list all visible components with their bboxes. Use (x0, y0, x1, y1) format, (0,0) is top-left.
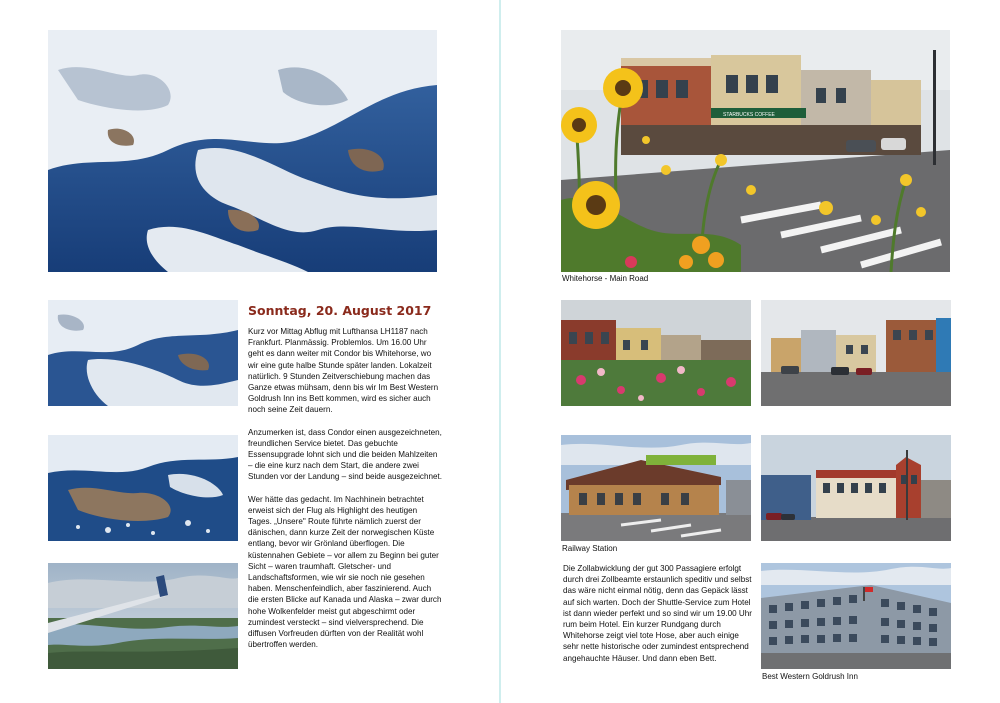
caption-main-road: Whitehorse - Main Road (562, 274, 649, 283)
airplane-wing-photo (48, 563, 238, 669)
caption-railway-station: Railway Station (562, 544, 618, 553)
paragraph-1: Kurz vor Mittag Abflug mit Lufthansa LH1187 nach Frankfurt. Planmässig. Problemlos. Um 16.00 Uhr geht es dann weiter mit Condor bis Whitehorse, wo wir eine gute halbe Stunde später landen. Lokalzeit natürlich. 9 Stunden Zeitverschiebung machen das Ganze etwas mühsam, denn bis wir Im Best Western Goldrush Inn ins Bett kommen, wird es sicher auch noch seine Zeit dauern. (248, 327, 439, 415)
starbucks-sign: STARBUCKS COFFEE (723, 112, 775, 118)
historic-building-photo (761, 435, 951, 541)
aerial-greenland-photo-large (48, 30, 437, 272)
best-western-goldrush-inn-photo (761, 563, 951, 669)
page-gutter (499, 0, 501, 703)
page-heading: Sonntag, 20. August 2017 (248, 303, 432, 318)
right-body-text (563, 563, 755, 664)
paragraph-2: Anzumerken ist, dass Condor einen ausgezeichneten, freundlichen Service bietet. Das gebuchte Essensupgrade lohnt sich und die beiden Mahlzeiten – die eine kurz nach dem Start, die andere zwei Stunden vor der Landung – sind beide ausgezeichnet. (248, 427, 442, 482)
whitehorse-street-corner-photo (761, 300, 951, 406)
paragraph-3: Wer hätte das gedacht. Im Nachhinein betrachtet erweist sich der Flug als Highlight des heutigen Tages. „Unsere" Route führte nämlich zuerst der dänischen, dann kurze Zeit der norwegischen Küste entlang, bevor wir Grönland überflogen. Die küstennahen Gebiete – vor allem zu Beginn bei guter Sicht – waren traumhaft. Gletscher- und Landschaftsformen, wie wir sie noch nie gesehen haben. Menschenfeindlich, aber faszinierend. Auch die ersten Blicke auf Kanada und Alaska – zwar durch hohe Wolkenfelder meist gut abgeschirmt oder zumindest versteckt – sind vielversprechend. Die diffusen Vorfreuden dürften von der Realität wohl übertroffen werden. (248, 494, 442, 650)
aerial-glacier-photo (48, 300, 238, 406)
caption-hotel: Best Western Goldrush Inn (762, 672, 858, 681)
paragraph-customs: Die Zollabwicklung der gut 300 Passagiere erfolgt durch drei Zollbeamte erstaunlich speditiv und selbst das wäre nicht einmal nötig, denn das Gepäck lässt auf sich warten. Doch der Shuttle-Service zum Hotel ist dann wieder perfekt und so sind wir um 19.00 Uhr rum beim Hotel. Ein kurzer Rundgang durch Whitehorse zeigt viel tote Hose, aber auch einige sehr nette historische oder zumindest entsprechend angehauchte Häuser. Und dann eben Bett. (563, 564, 752, 663)
whitehorse-main-road-photo (561, 30, 950, 272)
railway-station-photo (561, 435, 751, 541)
whitehorse-street-flowers-photo (561, 300, 751, 406)
aerial-ice-floes-photo (48, 435, 238, 541)
left-body-text-1 (248, 326, 443, 650)
